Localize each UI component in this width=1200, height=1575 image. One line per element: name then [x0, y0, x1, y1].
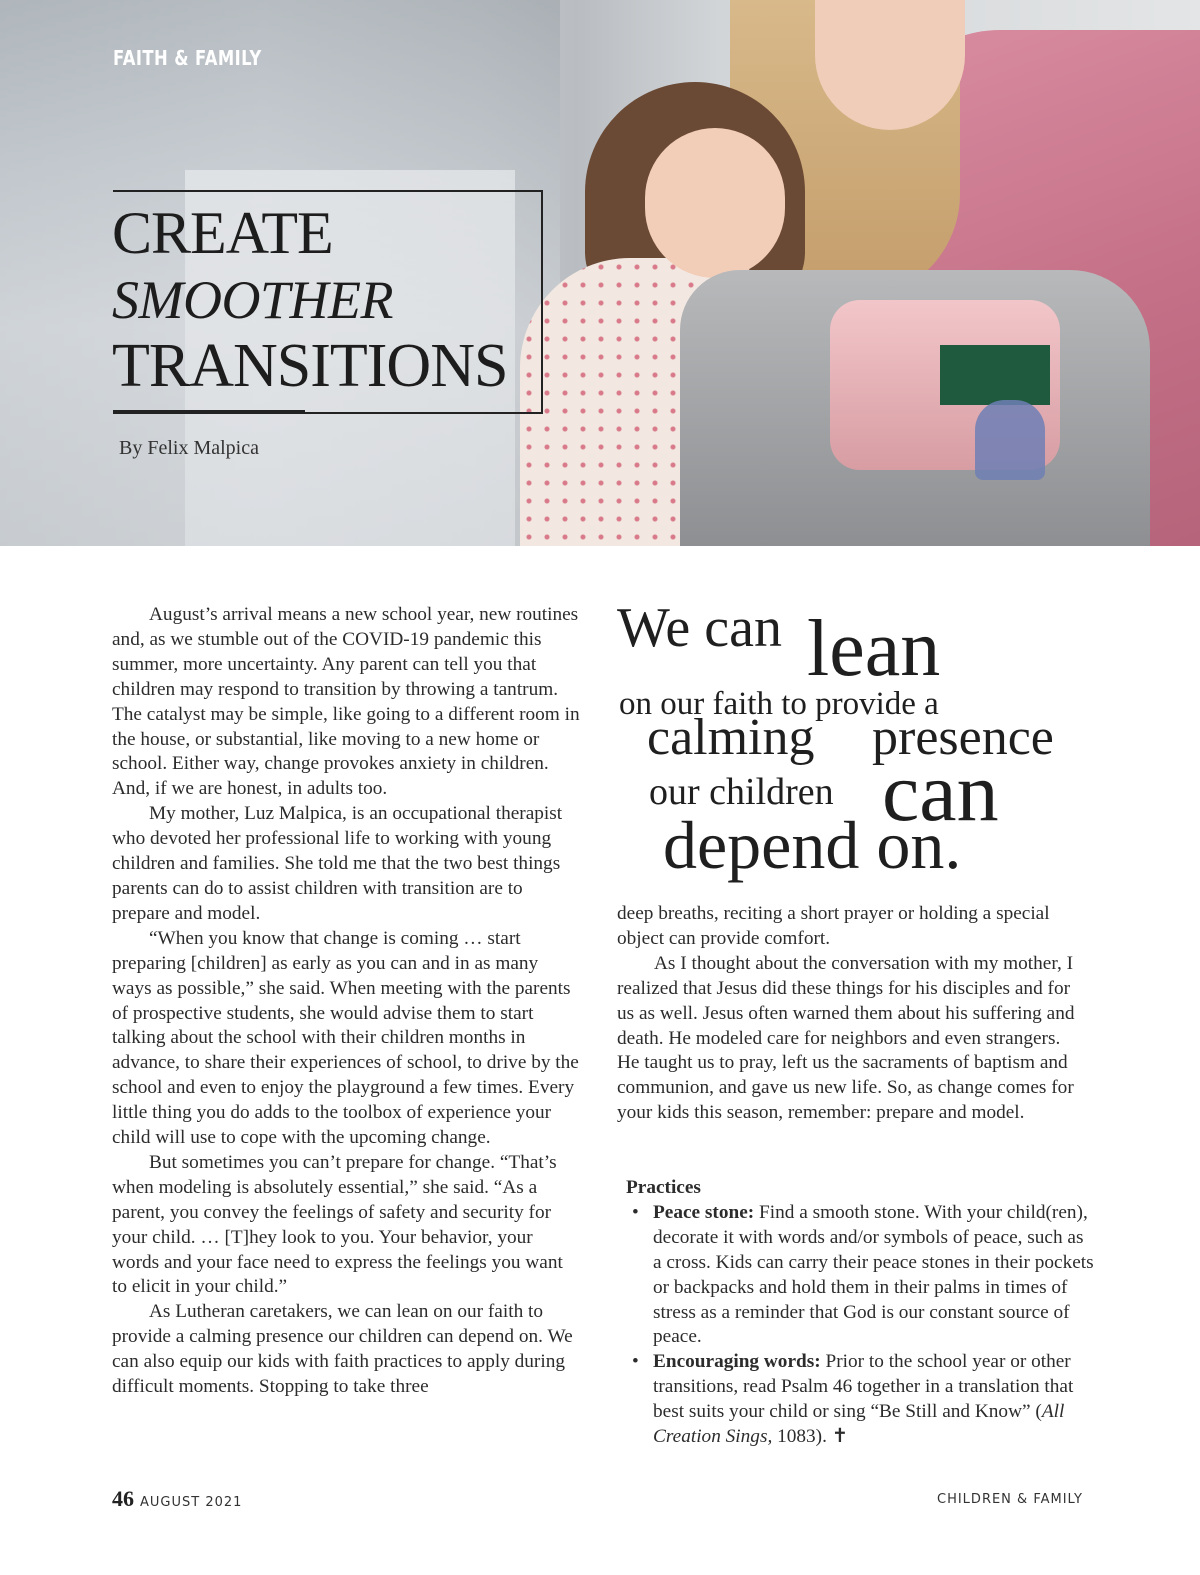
pull-quote-word: our children [649, 771, 834, 813]
practice-text-tail: 1083). ✝ [772, 1426, 848, 1448]
pull-quote [617, 596, 1097, 896]
article-title [112, 200, 507, 398]
title-line-3: TRANSITIONS [112, 332, 508, 400]
practice-term: Peace stone: [653, 1201, 755, 1223]
list-item [626, 1350, 1096, 1450]
paragraph: As Lutheran caretakers, we can lean on our faith to provide a calming presence our children can depend on. We can also equip our kids with faith practices to apply during difficult moments. Stopping to take three [112, 1301, 573, 1398]
practice-text: Find a smooth stone. With your child(ren), decorate it with words and/or symbols of peace, such as a cross. Kids can carry their peace stones in their pockets or backpacks and hold them in their palms in times of stress as a reminder that God is our constant source of peace. [653, 1201, 1094, 1348]
pull-quote-word: lean [807, 605, 941, 693]
issue-date: AUGUST 2021 [140, 1495, 243, 1510]
paragraph: August’s arrival means a new school year, new routines and, as we stumble out of the COVID-19 pandemic this summer, more uncertainty. Any parent can tell you that children may respond to transition by throwing a tantrum. The catalyst may be simple, like going to a different room in the house, or substantial, like moving to a new home or school. Either way, change provokes anxiety in children. And, if we are honest, in adults too. [112, 604, 580, 800]
byline: By Felix Malpica [119, 437, 259, 459]
list-item [626, 1201, 1096, 1350]
title-frame-right [541, 190, 543, 414]
paragraph: As I thought about the conversation with my mother, I realized that Jesus did these things for his disciples and for us as well. Jesus often warned them about his suffering and death. He modeled care for neighbors and even strangers. He taught us to pray, left us the sacraments of baptism and communion, and gave us new life. So, as change comes for your kids this season, remember: prepare and model. [617, 952, 1075, 1124]
title-line-1: CREATE [112, 200, 333, 266]
paragraph: “When you know that change is coming … start preparing [children] as early as you can and in as many ways as possible,” she said. When meeting with the parents of prospective students, she would advise them to start talking about the school with their children months in advance, to share their experiences of school, to drive by the school and even to enjoy the playground a few times. Every little thing you do adds to the toolbox of experience your child will use to cope with the upcoming change. [112, 927, 579, 1149]
pull-quote-word: depend on. [663, 807, 962, 883]
practices-box [626, 1176, 1096, 1450]
practice-term: Encouraging words: [653, 1351, 821, 1373]
practice-text: Prior to the school year or other transitions, read Psalm 46 together in a translation that best suits your child or sing “Be Still and Know” ( [653, 1351, 1074, 1423]
title-underline [113, 410, 305, 414]
bullet-icon: • [632, 1351, 639, 1373]
pull-quote-word: We can [617, 597, 782, 659]
section-tag: FAITH & FAMILY [113, 46, 262, 70]
pull-quote-word: calming [647, 709, 815, 766]
paragraph: But sometimes you can’t prepare for change. “That’s when modeling is absolutely essential,” she said. “As a parent, you convey the feelings of safety and security for your child. … [T]hey look to you. Your behavior, your words and your face need to express the feelings you want to elicit in your child.” [112, 1151, 563, 1298]
practice-citation: All Creation Sings, [653, 1401, 1065, 1448]
footer-folio [112, 1486, 242, 1512]
bullet-icon: • [632, 1201, 639, 1223]
pull-quote-word: presence [872, 709, 1054, 766]
body-column-left [112, 603, 582, 1400]
pull-quote-word: on our faith to provide a [619, 686, 939, 722]
practices-list [626, 1201, 1096, 1450]
paragraph: deep breaths, reciting a short prayer or holding a special object can provide comfort. [617, 903, 1050, 949]
footer-section: CHILDREN & FAMILY [937, 1492, 1083, 1507]
practices-heading: Practices [626, 1177, 701, 1198]
pull-quote-word: can [882, 746, 999, 839]
page-number: 46 [112, 1486, 134, 1511]
paragraph: My mother, Luz Malpica, is an occupational therapist who devoted her professional life to working with young children and families. She told me that the two best things parents can do to assist children with transition are to prepare and model. [112, 803, 563, 924]
title-line-2: SMOOTHER [112, 270, 393, 330]
body-column-right [617, 902, 1087, 1126]
